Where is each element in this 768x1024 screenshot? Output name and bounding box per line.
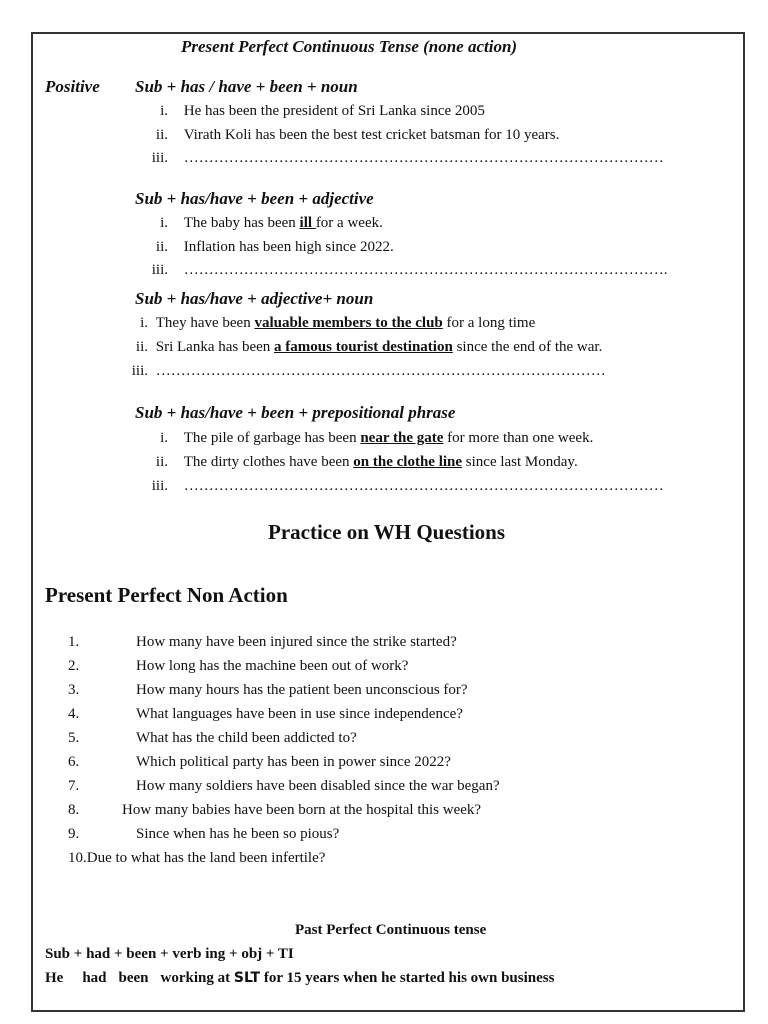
formula-adjective: Sub + has/have + been + adjective [135, 189, 374, 208]
item-number: ii. [135, 339, 148, 355]
item-number: iii. [151, 478, 168, 494]
non-action-heading: Present Perfect Non Action [45, 583, 288, 607]
item-text-pre: The pile of garbage has been [183, 430, 361, 446]
formula-adjective-noun: Sub + has/have + adjective+ noun [135, 289, 374, 308]
list-item [140, 215, 383, 232]
past-tense-example [45, 970, 554, 987]
fill-in-dots: …………………………………………………………………………………… [183, 478, 664, 494]
list-item [110, 339, 602, 356]
item-text [156, 315, 536, 331]
question-item [68, 754, 451, 771]
item-text: Virath Koli has been the best test cricket batsman for 10 years. [183, 127, 560, 143]
question-item [68, 730, 357, 747]
example-word: for 15 years when he started his own business [263, 970, 555, 986]
question-item [68, 850, 325, 867]
list-item-blank [140, 262, 668, 279]
item-number: ii. [155, 239, 168, 255]
list-item [140, 454, 578, 471]
item-number: i. [160, 430, 168, 446]
fill-in-dots: ……………………………………………………………………………………. [183, 262, 668, 278]
item-text-pre: The dirty clothes have been [183, 454, 354, 470]
example-word: SLT [233, 970, 261, 986]
question-number: 8. [68, 802, 80, 818]
formula-noun: Sub + has / have + been + noun [135, 77, 358, 96]
question-number: 3. [68, 682, 80, 698]
item-text [156, 339, 603, 355]
item-number: ii. [155, 454, 168, 470]
fill-in-dots: ……………………………………………………………………………… [155, 363, 606, 379]
list-item [140, 127, 559, 144]
question-number: 1. [68, 634, 80, 650]
list-item-blank [140, 478, 664, 495]
item-number: iii. [131, 363, 148, 379]
example-word: working at [160, 970, 231, 986]
example-word: He [45, 970, 64, 986]
item-text-pre: The baby has been [183, 215, 300, 231]
question-item [68, 778, 500, 795]
list-item [140, 103, 485, 120]
item-number: i. [160, 215, 168, 231]
list-item-blank [110, 363, 606, 380]
question-item [68, 802, 481, 819]
item-number: i. [160, 103, 168, 119]
practice-heading: Practice on WH Questions [268, 520, 506, 544]
item-text: He has been the president of Sri Lanka since 2005 [183, 103, 485, 119]
question-text: How many have been injured since the strike started? [136, 634, 457, 650]
underlined-phrase: on the clothe line [353, 454, 463, 470]
question-text: Due to what has the land been infertile? [86, 850, 326, 866]
list-item [110, 315, 535, 332]
question-number: 9. [68, 826, 80, 842]
item-text [184, 215, 383, 231]
question-text: What languages have been in use since independence? [136, 706, 463, 722]
item-text [184, 430, 594, 446]
item-text-post: for more than one week. [443, 430, 594, 446]
formula-prepositional-phrase: Sub + has/have + been + prepositional phrase [135, 403, 456, 422]
item-number: iii. [151, 150, 168, 166]
question-number: 2. [68, 658, 80, 674]
question-item [68, 658, 408, 675]
question-number: 4. [68, 706, 80, 722]
question-item [68, 706, 463, 723]
question-number: 6. [68, 754, 80, 770]
item-text-post: for a long time [442, 315, 536, 331]
underlined-phrase: ill [299, 215, 316, 231]
question-number: 7. [68, 778, 80, 794]
past-tense-heading: Past Perfect Continuous tense [295, 922, 487, 938]
positive-label: Positive [45, 77, 100, 96]
example-word: had [82, 970, 107, 986]
question-text: How many babies have been born at the hospital this week? [122, 802, 482, 818]
question-item [68, 682, 468, 699]
underlined-phrase: a famous tourist destination [274, 339, 453, 355]
question-text: Which political party has been in power since 2022? [136, 754, 451, 770]
item-number: i. [140, 315, 148, 331]
page-title: Present Perfect Continuous Tense (none action) [181, 37, 518, 56]
item-text [184, 454, 578, 470]
question-number: 5. [68, 730, 80, 746]
item-text-pre: They have been [155, 315, 255, 331]
item-text-pre: Sri Lanka has been [155, 339, 275, 355]
item-number: ii. [155, 127, 168, 143]
item-text: Inflation has been high since 2022. [183, 239, 394, 255]
question-text: Since when has he been so pious? [136, 826, 340, 842]
item-text-post: since last Monday. [462, 454, 578, 470]
example-word: been [118, 970, 149, 986]
underlined-phrase: valuable members to the club [254, 315, 443, 331]
question-text: How many soldiers have been disabled since the war began? [136, 778, 500, 794]
list-item [140, 239, 394, 256]
fill-in-dots: …………………………………………………………………………………… [183, 150, 664, 166]
question-item [68, 634, 457, 651]
question-text: How long has the machine been out of work? [136, 658, 409, 674]
item-number: iii. [151, 262, 168, 278]
question-text: What has the child been addicted to? [136, 730, 357, 746]
question-number: 10. [68, 850, 87, 866]
item-text-post: since the end of the war. [452, 339, 603, 355]
list-item-blank [140, 150, 664, 167]
question-item [68, 826, 339, 843]
past-tense-formula: Sub + had + been + verb ing + obj + TI [45, 946, 294, 962]
item-text-post: for a week. [315, 215, 383, 231]
list-item [140, 430, 593, 447]
question-text: How many hours has the patient been unconscious for? [136, 682, 468, 698]
underlined-phrase: near the gate [360, 430, 444, 446]
